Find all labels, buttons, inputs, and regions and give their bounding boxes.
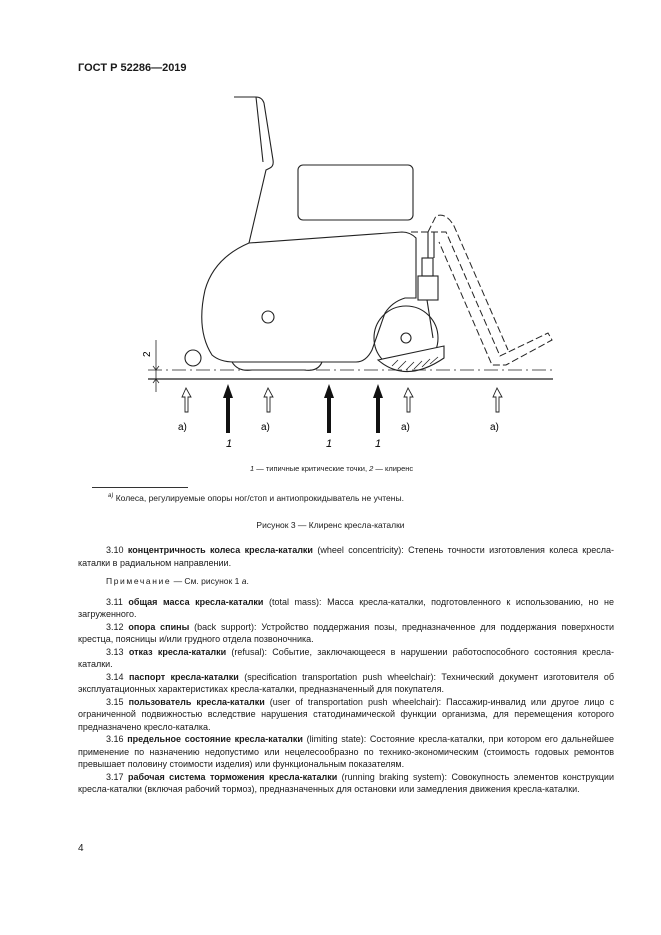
label-a: a) <box>490 422 499 433</box>
label-1: 1 <box>326 438 333 450</box>
backrest <box>298 165 413 220</box>
frame-hole <box>262 311 274 323</box>
critical-point-arrow <box>324 384 334 433</box>
term-entry: 3.17 рабочая система торможения кресла-каталки (running braking system): Совокупность элементов конструкции кресла-каталки (включая рабочий тормоз), предназначенных для остановки или замедления движения кресла-каталки. <box>78 771 614 794</box>
term-entry: 3.15 пользователь кресла-каталки (user of transportation push wheelchair): Пассажир-инвалид или другое лицо с ограниченной подвижностью вследствие нарушения статодинамической функции организма, для перемещения которого предназначено кресло-каталка. <box>78 696 614 732</box>
term-entry: 3.10 концентричность колеса кресла-каталки (wheel concentricity): Степень точности изготовления колеса кресла-каталки в радиальном направлении. <box>78 545 614 568</box>
figure-legend: 1 — типичные критические точки, 2 — клиренс <box>250 464 414 473</box>
label-1: 1 <box>226 438 233 450</box>
legrest-outline <box>411 232 552 365</box>
critical-point-arrow <box>223 384 233 433</box>
term-entry: 3.14 паспорт кресла-каталки (specification transportation push wheelchair): Технический документ изготовителя об эксплуатационных характеристиках кресла-каталки, предназначенный для покупателя. <box>78 671 614 694</box>
term-entry: 3.16 предельное состояние кресла-каталки (limiting state): Состояние кресла-каталки, при котором его дальнейшее применение по назначению недопустимо или нецелесообразно по технико-экономическим (стоимость годовых ремонтов превышает половину стоимости изделия) или функциональным показателям. <box>78 734 614 769</box>
wheelchair-body <box>202 232 416 362</box>
note: Примечание — См. рисунок 1 а. <box>106 576 249 586</box>
term-entry: 3.13 отказ кресла-каталки (refusal): Событие, заключающееся в нарушении работоспособного состояния кресла-каталки. <box>78 646 614 669</box>
figure-title: Рисунок 3 — Клиренс кресла-каталки <box>256 520 405 530</box>
document-header: ГОСТ Р 52286—2019 <box>78 62 187 74</box>
footnote-divider <box>92 487 188 488</box>
hollow-arrow <box>404 388 413 412</box>
term-entry: 3.12 опора спины (back support): Устройство поддержания позы, предназначенное для поддержания поверхности крестца, поясницы и/или грудного отдела позвоночника. <box>78 621 614 644</box>
label-a: a) <box>178 422 187 433</box>
push-handle <box>234 97 273 243</box>
page-number: 4 <box>78 843 84 854</box>
label-a: a) <box>401 422 410 433</box>
document-body <box>78 544 614 796</box>
label-a: a) <box>261 422 270 433</box>
critical-point-arrow <box>373 384 383 433</box>
caster-wheel <box>185 350 201 366</box>
footnote: $^{a)}$ Колеса, регулируемые опоры ног/стоп и антиопрокидыватель не учтены. <box>108 493 404 503</box>
hollow-arrow <box>493 388 502 412</box>
hollow-arrow <box>264 388 273 412</box>
label-1: 1 <box>375 438 382 450</box>
dimension-label: 2 <box>142 351 153 357</box>
hollow-arrow <box>182 388 191 412</box>
term-entry: 3.11 общая масса кресла-каталки (total mass): Масса кресла-каталки, подготовленного к использованию, но не загруженного. <box>78 596 615 619</box>
